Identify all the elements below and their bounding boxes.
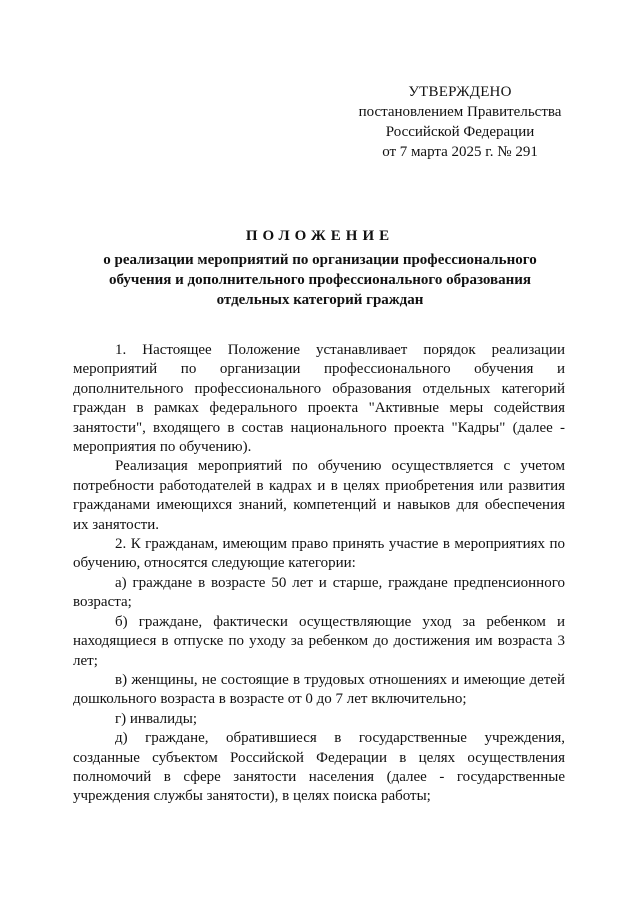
paragraph-6: в) женщины, не состоящие в трудовых отношениях и имеющие детей дошкольного возраста в возрасте от 0 до 7 лет включительно;	[73, 671, 565, 708]
document-body	[73, 341, 565, 807]
paragraph-5: б) граждане, фактически осуществляющие уход за ребенком и находящиеся в отпуске по уходу за ребенком до достижения им возраста 3 лет;	[73, 613, 565, 669]
document-subtitle	[90, 250, 550, 310]
approval-stamp: УТВЕРЖДЕНО	[408, 84, 512, 100]
paragraph-7: г) инвалиды;	[115, 710, 198, 727]
paragraph-2: Реализация мероприятий по обучению осуществляется с учетом потребности работодателей в кадрах и в целях приобретения или развития гражданами имеющихся знаний, компетенций и навыков для обеспечения их занятости.	[73, 458, 565, 533]
subtitle-line-2: обучения и дополнительного профессионального образования	[108, 272, 532, 288]
approval-block	[340, 82, 580, 162]
subtitle-line-1: о реализации мероприятий по организации профессионального	[103, 252, 537, 268]
approval-line-2: Российской Федерации	[385, 124, 535, 140]
subtitle-line-3: отдельных категорий граждан	[216, 292, 424, 308]
approval-line-1: постановлением Правительства	[358, 104, 562, 120]
paragraph-3: 2. К гражданам, имеющим право принять участие в мероприятиях по обучению, относятся следующие категории:	[73, 536, 565, 572]
approval-line-3: от 7 марта 2025 г. № 291	[382, 144, 538, 160]
paragraph-4: а) граждане в возрасте 50 лет и старше, граждане предпенсионного возраста;	[73, 574, 565, 611]
paragraph-1: 1. Настоящее Положение устанавливает порядок реализации мероприятий по организации профессионального обучения и дополнительного профессионального образования отдельных категорий граждан в рамках федерального проекта "Активные меры содействия занятости", входящего в состав национального проекта "Кадры" (далее - мероприятия по обучению).	[73, 342, 565, 456]
paragraph-8: д) граждане, обратившиеся в государственные учреждения, созданные субъектом Российской Федерации в целях осуществления полномочий в сфере занятости населения (далее - государственные учреждения службы занятости), в целях поиска работы;	[73, 730, 565, 805]
document-title: ПОЛОЖЕНИЕ	[245, 228, 395, 244]
